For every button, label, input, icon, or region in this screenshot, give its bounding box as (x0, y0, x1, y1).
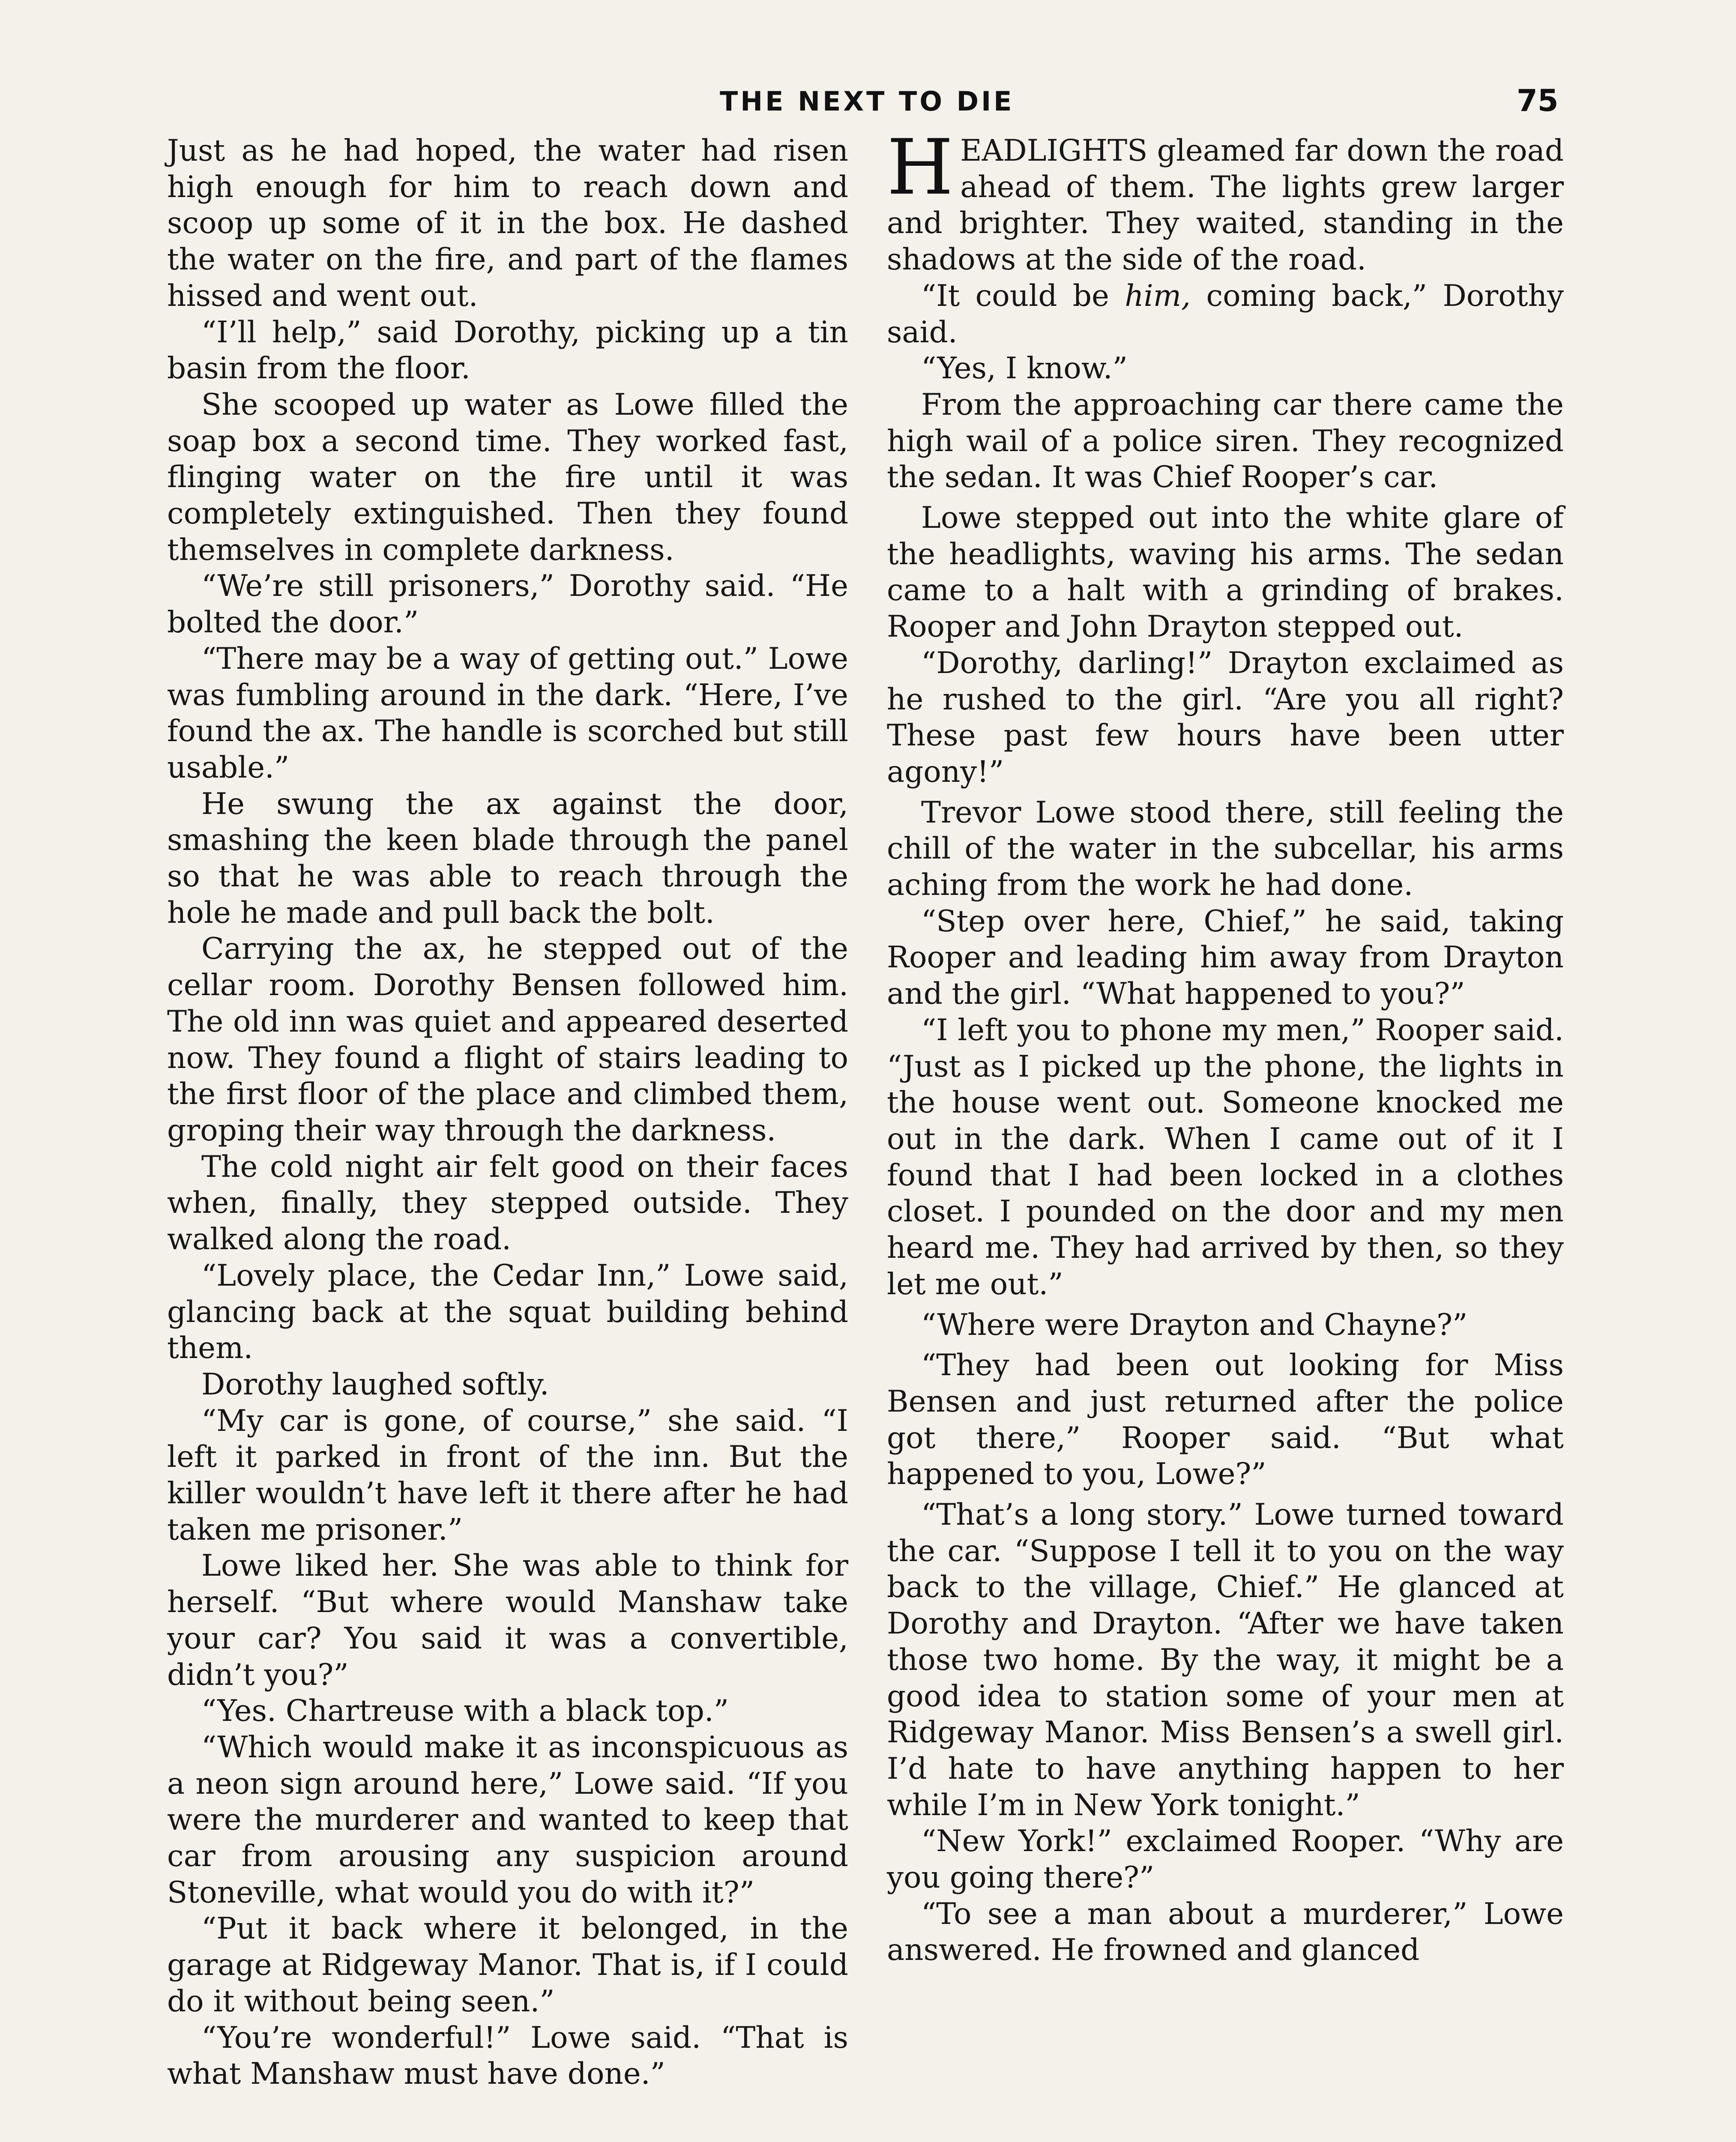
paragraph: She scooped up water as Lowe filled the soap box a second time. They worked fast, flinging water on the fire until it was completely extinguished. Then they found themselves in complete darkness. (167, 387, 848, 567)
paragraph (887, 278, 1564, 350)
running-title: THE NEXT TO DIE (720, 86, 1015, 117)
paragraph: “Which would make it as inconspicuous as a neon sign around here,” Lowe said. “If you were the murderer and wanted to keep that car from arousing any suspicion around Stoneville, what would you do with it?” (167, 1730, 848, 1910)
paragraph: “Dorothy, darling!” Drayton exclaimed as he rushed to the girl. “Are you all right? These past few hours have been utter agony!” (887, 646, 1564, 789)
paragraph: “There may be a way of getting out.” Lowe was fumbling around in the dark. “Here, I’ve found the ax. The handle is scorched but still usable.” (167, 641, 848, 785)
paragraph: “Step over here, Chief,” he said, taking Rooper and leading him away from Drayton and the girl. “What happened to you?” (887, 904, 1564, 1011)
paragraph: “That’s a long story.” Lowe turned toward the car. “Suppose I tell it to you on the way back to the village, Chief.” He glanced at Dorothy and Drayton. “After we have taken those two home. By the way, it might be a good idea to station some of your men at Ridgeway Manor. Miss Bensen’s a swell girl. I’d hate to have anything happen to her while I’m in New York tonight.” (887, 1498, 1564, 1822)
paragraph: Trevor Lowe stood there, still feeling the chill of the water in the subcellar, his arms aching from the work he had done. (887, 795, 1564, 903)
paragraph: “Yes. Chartreuse with a black top.” (201, 1694, 729, 1729)
paragraph: “My car is gone, of course,” she said. “I left it parked in front of the inn. But the killer wouldn’t have left it there after he had taken me prisoner.” (167, 1403, 848, 1547)
paragraph: “We’re still prisoners,” Dorothy said. “He bolted the door.” (167, 569, 848, 640)
paragraph: “Yes, I know.” (921, 351, 1128, 386)
paragraph: “I left you to phone my men,” Rooper said. “Just as I picked up the phone, the lights in the house went out. Someone knocked me out in the dark. When I came out of it I found that I had been locked in a clothes closet. I pounded on the door and my men heard me. They had arrived by then, so they let me out.” (887, 1013, 1564, 1301)
lead-paragraph (887, 123, 1564, 278)
paragraph-text: “It could be (921, 278, 1125, 313)
page-header (0, 83, 1736, 137)
right-column (887, 123, 1564, 1968)
paragraph: Lowe stepped out into the white glare of the headlights, waving his arms. The sedan came to a halt with a grinding of brakes. Rooper and John Drayton stepped out. (887, 501, 1564, 644)
paragraph-text: coming back,” Dorothy said. (887, 278, 1564, 350)
paragraph: The cold night air felt good on their faces when, finally, they stepped outside. They walked along the road. (167, 1149, 848, 1257)
paragraph: From the approaching car there came the high wail of a police siren. They recognized the sedan. It was Chief Rooper’s car. (887, 387, 1564, 495)
paragraph: “Put it back where it belonged, in the garage at Ridgeway Manor. That is, if I could do it without being seen.” (167, 1912, 848, 2019)
paragraph: Lowe liked her. She was able to think for herself. “But where would Manshaw take your car? You said it was a convertible, didn’t you?” (167, 1549, 848, 1692)
paragraph: Carrying the ax, he stepped out of the cellar room. Dorothy Bensen followed him. The old inn was quiet and appeared deserted now. They found a flight of stairs leading to the first floor of the place and climbed them, groping their way through the darkness. (167, 932, 848, 1148)
left-column (167, 133, 848, 2092)
paragraph: “New York!” exclaimed Rooper. “Why are you going there?” (887, 1824, 1564, 1895)
page-number: 75 (1517, 83, 1559, 118)
drop-cap: H (887, 123, 954, 212)
paragraph: “They had been out looking for Miss Bensen and just returned after the police got there,” Rooper said. “But what happened to you, Lowe?” (887, 1348, 1564, 1492)
paragraph: “Lovely place, the Cedar Inn,” Lowe said, glancing back at the squat building behind them. (167, 1258, 848, 1366)
paragraph: “Where were Drayton and Chayne?” (921, 1307, 1468, 1342)
paragraph: He swung the ax against the door, smashing the keen blade through the panel so that he was able to reach through the hole he made and pull back the bolt. (167, 787, 848, 930)
lead-paragraph-text: EADLIGHTS gleamed far down the road ahead of them. The lights grew larger and brighter. They waited, standing in the shadows at the side of the road. (887, 134, 1564, 277)
paragraph: “You’re wonderful!” Lowe said. “That is what Manshaw must have done.” (167, 2020, 848, 2091)
paragraph: “To see a man about a murderer,” Lowe answered. He frowned and glanced (887, 1897, 1564, 1968)
paragraph: Just as he had hoped, the water had risen high enough for him to reach down and scoop up some of it in the box. He dashed the water on the fire, and part of the flames hissed and went out. (167, 134, 848, 313)
paragraph: Dorothy laughed softly. (201, 1367, 549, 1402)
emphasis-text: him, (1125, 278, 1191, 313)
paragraph: “I’ll help,” said Dorothy, picking up a tin basin from the floor. (167, 315, 848, 386)
